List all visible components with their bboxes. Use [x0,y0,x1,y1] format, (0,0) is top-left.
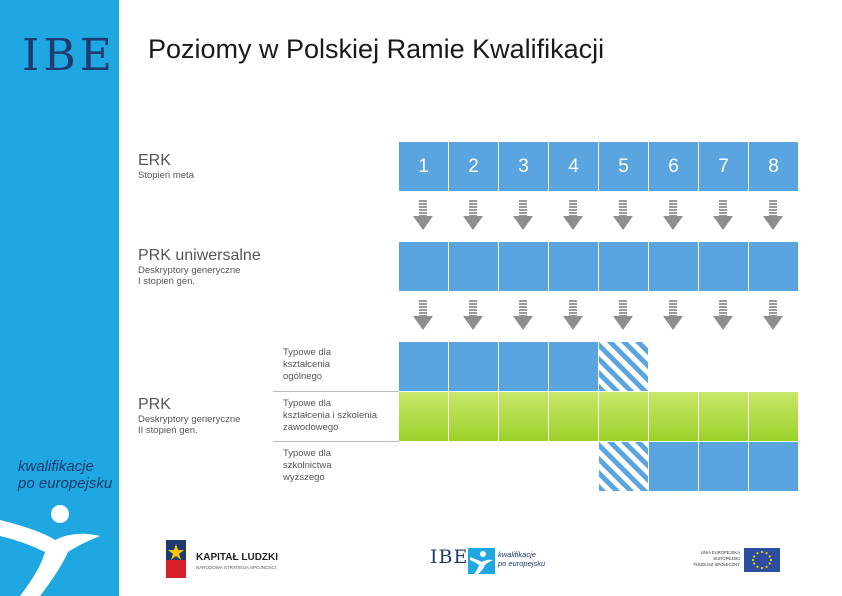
down-arrow-icon [567,200,579,230]
tagline-line: kwalifikacje [498,550,536,559]
prk-row-label-general [283,347,391,383]
down-arrow-icon [667,200,679,230]
prk-cell-hatch [599,442,648,491]
eu-text-line: EUROPEJSKI [713,556,740,561]
erk-level-cell: 5 [599,142,648,191]
footer-ibe-text: IBE [430,546,469,568]
prk-cell-green [499,392,548,441]
divider [273,441,399,442]
down-arrow-icon [567,300,579,330]
prk-universal-cell [749,242,798,291]
sidebar-tagline [18,458,118,492]
page-title: Poziomy w Polskiej Ramie Kwalifikacji [148,34,605,64]
prk-row-label-vocational [283,398,391,434]
prk-title: PRK [138,396,171,413]
prk-cell-blue [649,442,698,491]
erk-level-cell: 7 [699,142,748,191]
prk-subtitle-2: II stopień gen. [138,425,198,436]
erk-label [138,152,194,181]
kapital-ludzki-flag-icon [166,540,186,578]
label-line: Typowe dla [283,398,332,409]
prk-cell-blue [749,442,798,491]
prk-cell-green [399,392,448,441]
prk-universal-cell [549,242,598,291]
down-arrow-icon [767,200,779,230]
label-line: Typowe dla [283,347,332,358]
prk-row-label-higher [283,448,391,484]
prk-uni-title: PRK uniwersalne [138,247,261,264]
prk-universal-cell [599,242,648,291]
down-arrow-icon [767,300,779,330]
sidebar [0,0,119,596]
erk-title: ERK [138,152,171,169]
prk-cell-blue [699,442,748,491]
footer-figure-icon [468,548,495,574]
erk-level-cell: 2 [449,142,498,191]
label-line: kształcenia [283,359,330,370]
label-line: wyższego [283,472,325,483]
label-line: Typowe dla [283,448,332,459]
footer-ibe-tagline [498,550,545,568]
kapital-subtitle: NARODOWA STRATEGIA SPÓJNOŚCI [196,565,277,570]
prk-cell-green [649,392,698,441]
down-arrow-icon [717,200,729,230]
prk-universal-cell [499,242,548,291]
prk-cell-green [599,392,648,441]
prk-universal-cell [649,242,698,291]
running-figure-icon [0,500,119,596]
prk-uni-subtitle-2: I stopień gen. [138,276,196,287]
divider [273,391,399,392]
eu-flag-icon [744,548,780,572]
label-line: szkolnictwa [283,460,332,471]
prk-cell-blue [549,342,598,391]
eu-text-line: UNIA EUROPEJSKA [700,550,740,555]
erk-level-cell: 6 [649,142,698,191]
eu-text [688,550,740,568]
prk-cell-green [749,392,798,441]
prk-uni-label [138,247,261,287]
prk-subtitle-1: Deskryptory generyczne [138,414,241,425]
erk-level-cell: 4 [549,142,598,191]
down-arrow-icon [717,300,729,330]
down-arrow-icon [517,200,529,230]
prk-universal-cell [399,242,448,291]
down-arrow-icon [617,300,629,330]
label-line: ogólnego [283,371,323,382]
prk-cell-green [699,392,748,441]
prk-universal-cell [449,242,498,291]
prk-cell-hatch [599,342,648,391]
down-arrow-icon [467,300,479,330]
prk-universal-cell [699,242,748,291]
tagline-line: po europejsku [498,559,546,568]
tagline-line: kwalifikacje [18,458,94,475]
prk-uni-subtitle-1: Deskryptory generyczne [138,265,241,276]
erk-level-cell: 1 [399,142,448,191]
tagline-line: po europejsku [18,475,113,492]
prk-cell-green [549,392,598,441]
down-arrow-icon [417,200,429,230]
eu-text-line: FUNDUSZ SPOŁECZNY [693,562,740,567]
erk-subtitle: Stopień meta [138,170,194,181]
prk-cell-green [449,392,498,441]
prk-cell-blue [499,342,548,391]
kapital-title: KAPITAŁ LUDZKI [196,552,279,563]
erk-level-cell: 3 [499,142,548,191]
label-line: kształcenia i szkolenia [283,410,377,421]
down-arrow-icon [617,200,629,230]
down-arrow-icon [667,300,679,330]
down-arrow-icon [467,200,479,230]
erk-level-cell: 8 [749,142,798,191]
prk-cell-blue [449,342,498,391]
down-arrow-icon [517,300,529,330]
prk-label [138,396,240,436]
down-arrow-icon [417,300,429,330]
prk-cell-blue [399,342,448,391]
label-line: zawodowego [283,422,339,433]
ibe-logo: IBE [22,30,116,81]
